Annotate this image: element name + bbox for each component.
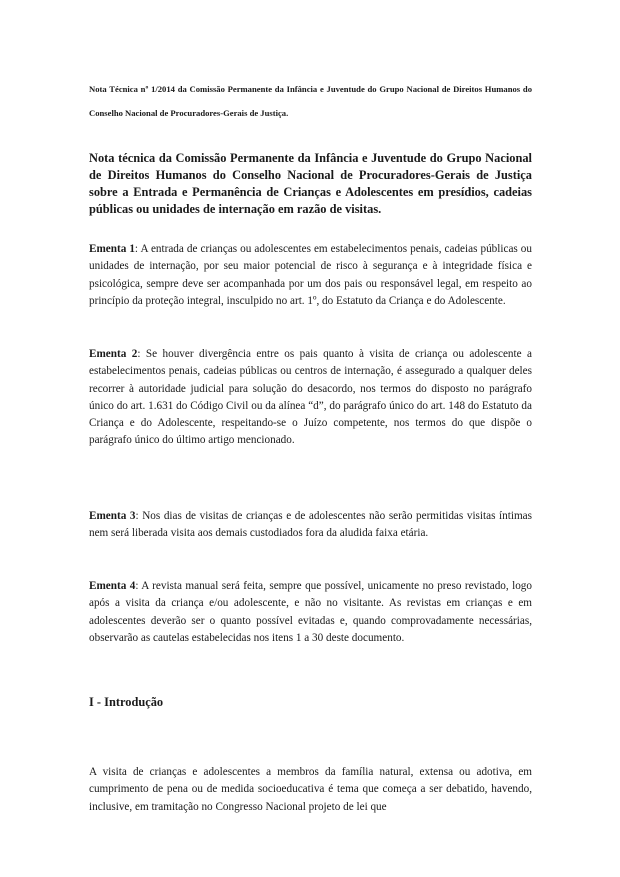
- ementa-label: Ementa 3: [89, 510, 136, 522]
- section-heading: I - Introdução: [89, 695, 164, 709]
- ementa-label: Ementa 4: [89, 580, 136, 592]
- introduction-paragraph: A visita de crianças e adolescentes a membros da família natural, extensa ou adotiva, em cumprimento de pena ou de medida socioeducativa é tema que começa a ser debatido, havendo, inclusive, em tramitação no Congresso Nacional projeto de lei que: [89, 766, 532, 813]
- ementa-text: : A revista manual será feita, sempre que possível, unicamente no preso revistado, logo após a visita da criança e/ou adolescente, e não no visitante. As revistas em crianças e em adolescentes deverão ser o quanto possível evitadas e, quando comprovadamente necessárias, observarão as cautelas estabelecidas nos itens 1 a 30 deste documento.: [89, 580, 532, 644]
- document-title: Nota técnica da Comissão Permanente da Infância e Juventude do Grupo Nacional de Direitos Humanos do Conselho Nacional de Procuradores-Gerais de Justiça sobre a Entrada e Permanência de Crianças e Adolescentes em presídios, cadeias públicas ou unidades de internação em razão de visitas.: [89, 151, 532, 216]
- ementa-paragraph: [89, 241, 532, 310]
- ementa-text: : Nos dias de visitas de crianças e de adolescentes não serão permitidas visitas íntimas nem será liberada visita aos demais custodiados fora da aludida faixa etária.: [89, 510, 532, 540]
- ementa-paragraph: [89, 508, 532, 543]
- ementa-label: Ementa 1: [89, 243, 135, 255]
- ementa-text: : A entrada de crianças ou adolescentes em estabelecimentos penais, cadeias públicas ou unidades de internação, por seu maior potencial de risco à segurança e à integridade física e psicológica, sempre deve ser acompanhada por um dos pais ou responsável legal, em respeito ao princípio da proteção integral, insculpido no art. 1º, do Estatuto da Criança e do Adolescente.: [89, 243, 532, 307]
- ementa-paragraph: [89, 346, 532, 450]
- ementa-text: : Se houver divergência entre os pais quanto à visita de criança ou adolescente a estabelecimentos penais, cadeias públicas ou centros de internação, é assegurado a qualquer deles recorrer à autoridade judicial para solução do desacordo, nos termos do disposto no parágrafo único do art. 1.631 do Código Civil ou da alínea “d”, do parágrafo único do art. 148 do Estatuto da Criança e do Adolescente, respeitando-se o Juízo competente, nos termos do que dispõe o parágrafo único do último artigo mencionado.: [89, 348, 532, 447]
- ementa-label: Ementa 2: [89, 348, 138, 360]
- header-note: Nota Técnica nº 1/2014 da Comissão Permanente da Infância e Juventude do Grupo Nacional de Direitos Humanos do Conselho Nacional de Procuradores-Gerais de Justiça.: [89, 83, 532, 118]
- ementa-paragraph: [89, 578, 532, 647]
